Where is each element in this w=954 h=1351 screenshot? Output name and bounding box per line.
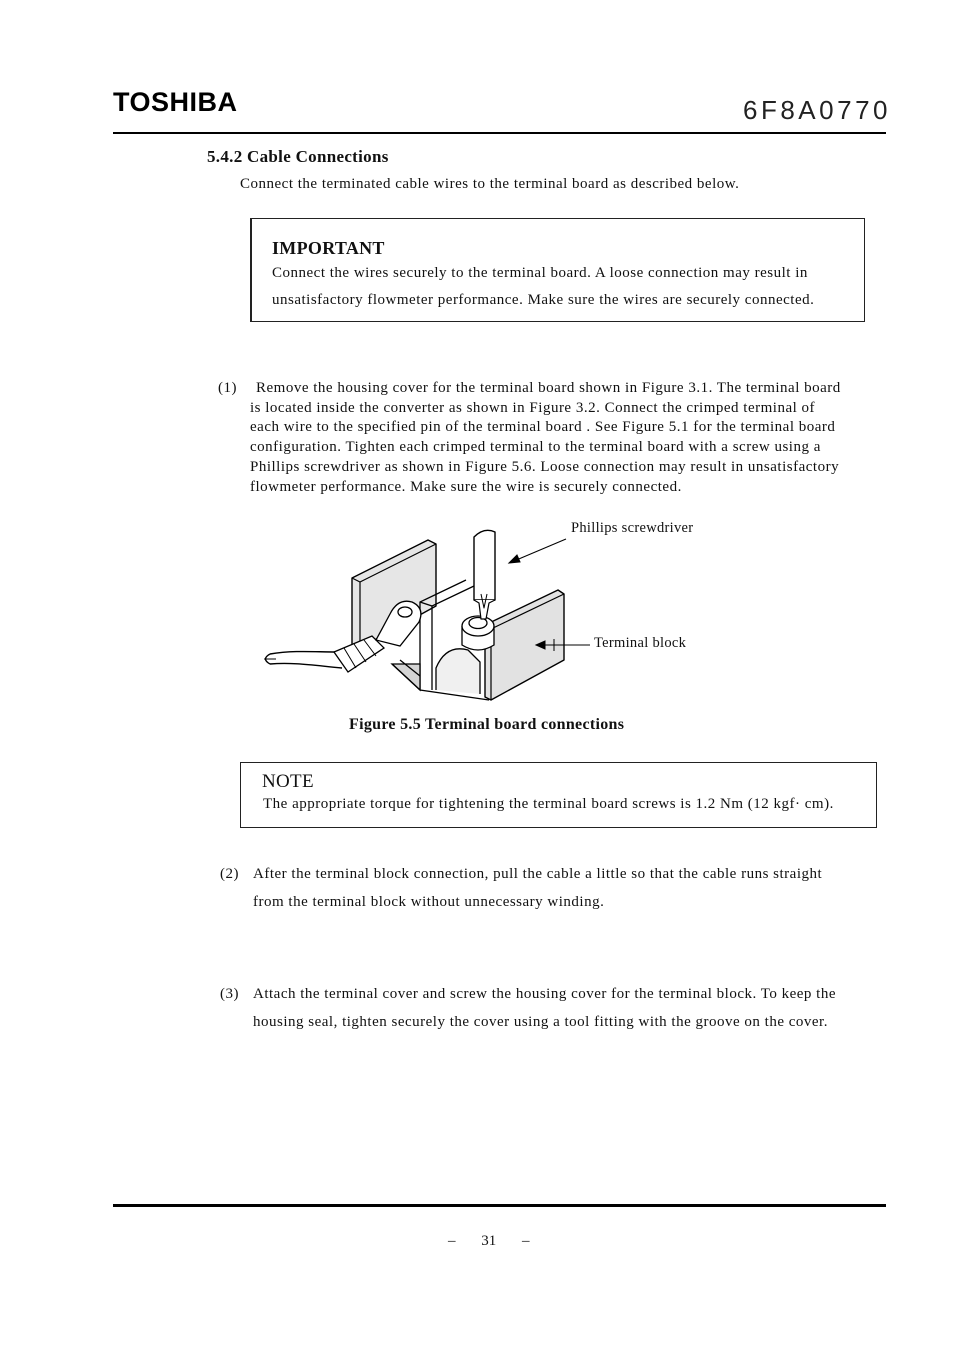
crimp-sleeve	[334, 636, 384, 672]
document-number: 6F8A0770	[743, 95, 891, 125]
screw-head	[462, 616, 494, 650]
screwdriver	[474, 530, 495, 619]
step-number: (2)	[220, 866, 239, 882]
note-box	[240, 762, 877, 828]
footer-rule	[113, 1204, 886, 1207]
figure-caption: Figure 5.5 Terminal board connections	[349, 716, 625, 733]
step-number: (3)	[220, 986, 239, 1002]
step-line: flowmeter performance. Make sure the wire is securely connected.	[250, 479, 682, 495]
step-number: (1)	[218, 380, 237, 396]
section-intro: Connect the terminated cable wires to the terminal board as described below.	[240, 176, 740, 192]
step-line: from the terminal block without unnecessary winding.	[253, 894, 605, 910]
step-line: After the terminal block connection, pull the cable a little so that the cable runs straight	[253, 866, 823, 882]
important-title: IMPORTANT	[272, 238, 385, 258]
step-line: each wire to the specified pin of the terminal board . See Figure 5.1 for the terminal board	[250, 419, 836, 435]
section-heading: 5.4.2 Cable Connections	[207, 147, 389, 166]
step-line: housing seal, tighten securely the cover using a tool fitting with the groove on the cover.	[253, 1014, 828, 1030]
brand-logo-text: TOSHIBA	[113, 87, 238, 117]
note-title: NOTE	[262, 771, 314, 792]
terminal-block-label: Terminal block	[594, 635, 687, 651]
step-line: Phillips screwdriver as shown in Figure 5.6. Loose connection may result in unsatisfactory	[250, 459, 840, 475]
step-line: is located inside the converter as shown in Figure 3.2. Connect the crimped terminal of	[250, 400, 816, 416]
important-line: unsatisfactory flowmeter performance. Make sure the wires are securely connected.	[272, 292, 815, 308]
note-text: The appropriate torque for tightening the terminal board screws is 1.2 Nm (12 kgf· cm).	[263, 796, 834, 812]
important-line: Connect the wires securely to the terminal board. A loose connection may result in	[272, 265, 808, 281]
screwdriver-leader-arrow	[509, 539, 566, 563]
page-number: – 31 –	[448, 1233, 530, 1249]
step-line: Remove the housing cover for the terminal board shown in Figure 3.1. The terminal board	[256, 380, 841, 396]
terminal-connection-drawing	[255, 515, 600, 710]
cable	[264, 652, 342, 669]
header-rule	[113, 132, 886, 134]
screwdriver-label: Phillips screwdriver	[571, 520, 694, 536]
terminal-block-base	[392, 649, 489, 700]
step-line: configuration. Tighten each crimped terminal to the terminal board with a screw using a	[250, 439, 821, 455]
important-box	[250, 218, 865, 322]
step-line: Attach the terminal cover and screw the housing cover for the terminal block. To keep the	[253, 986, 836, 1002]
